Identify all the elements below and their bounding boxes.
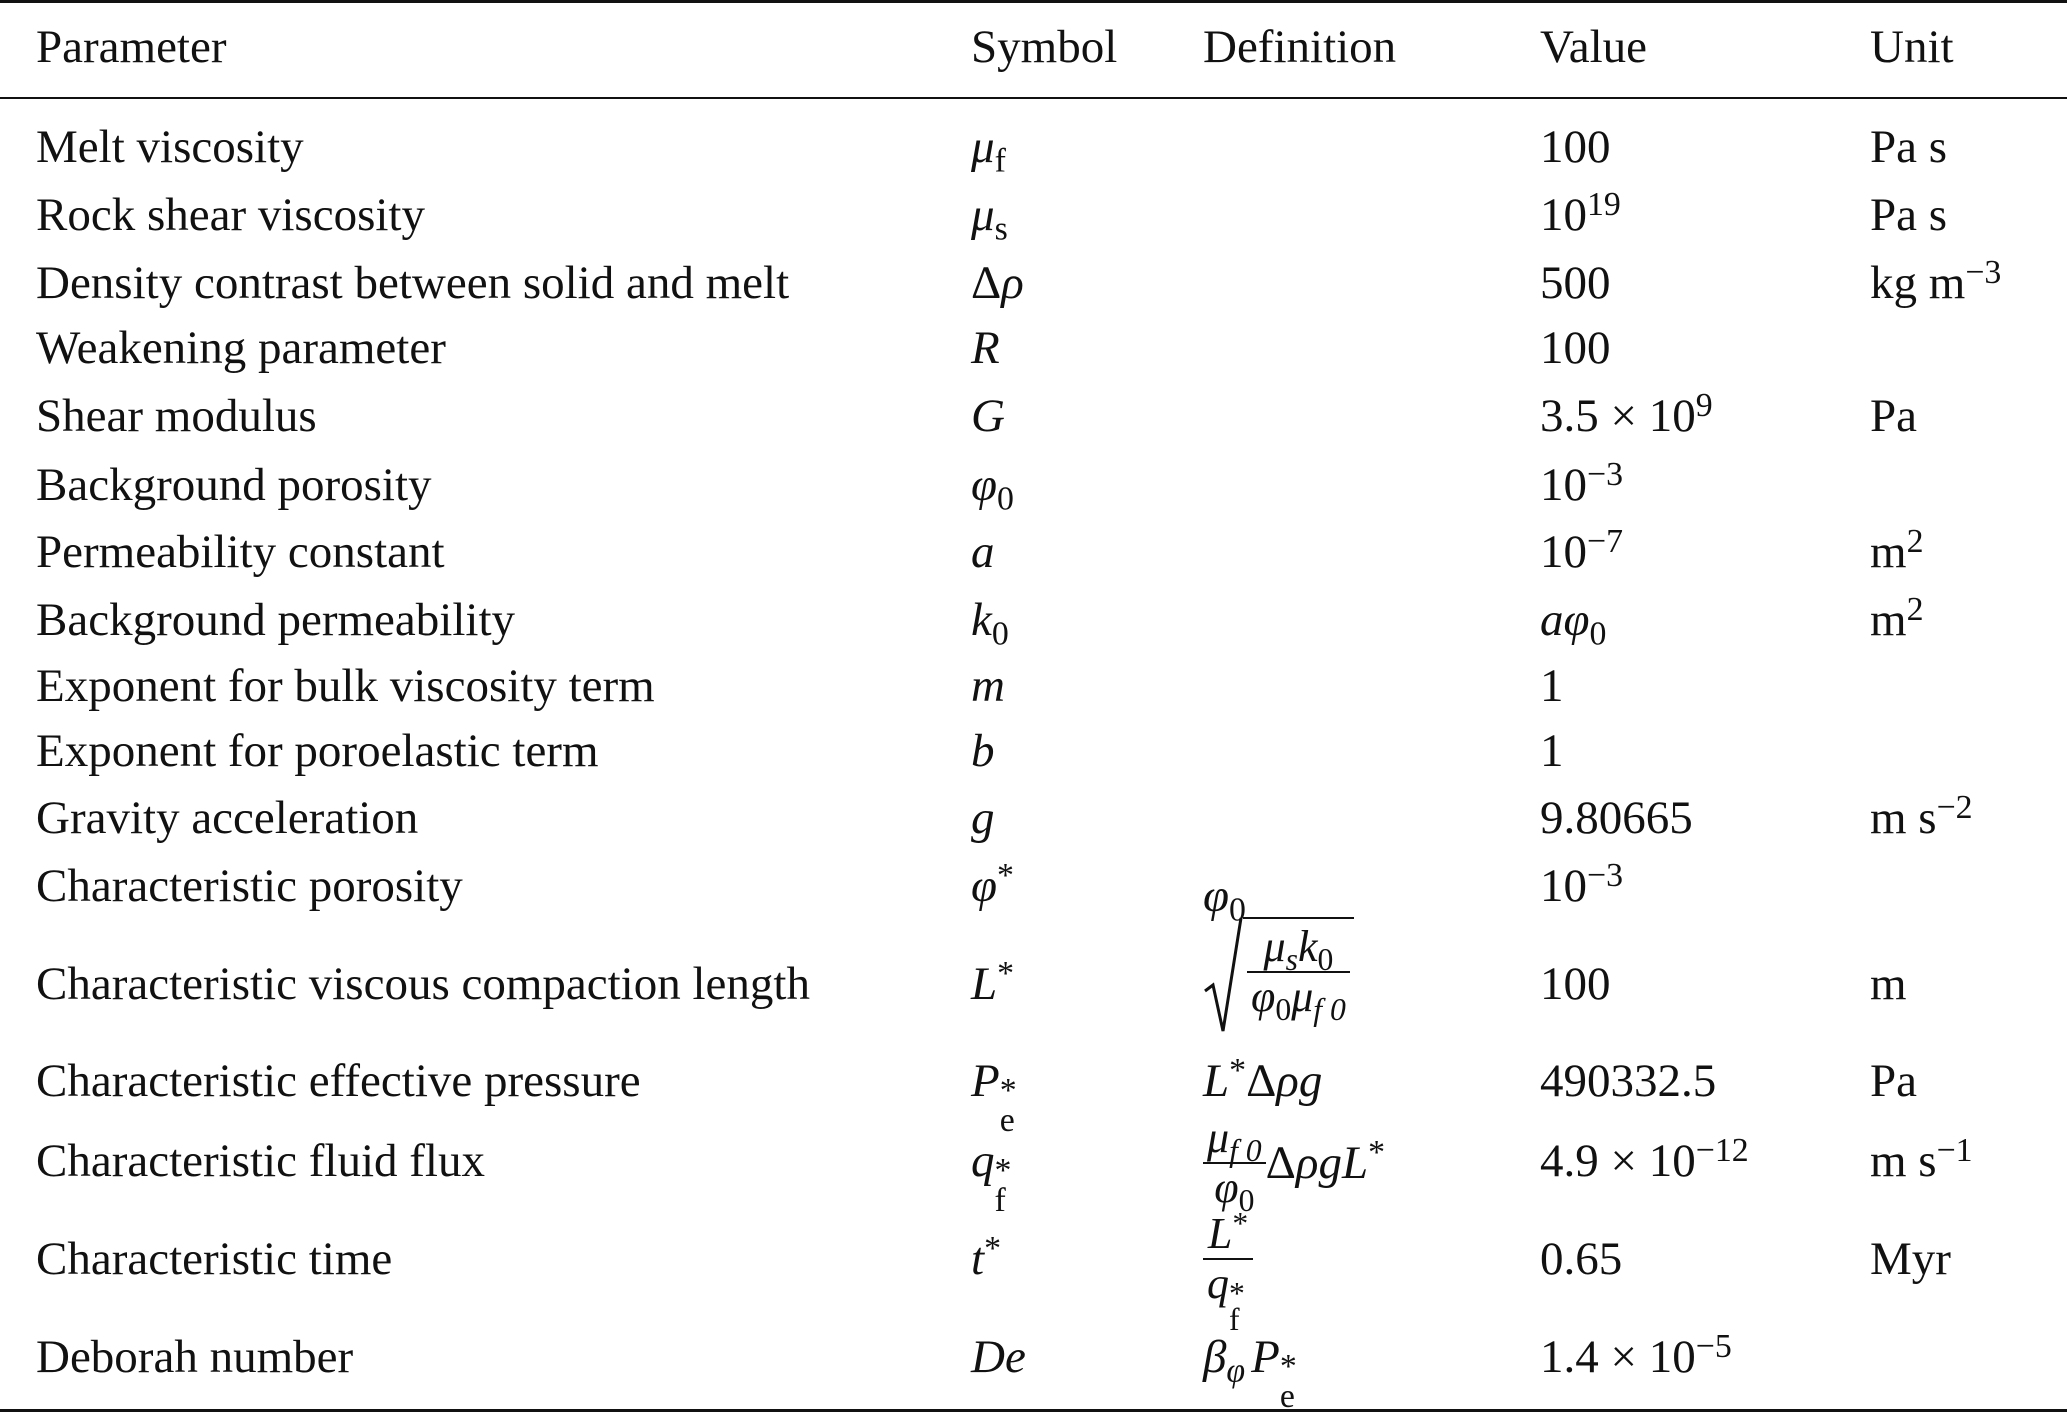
row-definition-sqrt: $\frac{\mu_sk_0}{\varphi_0\mu_{f 0}}$ — [1203, 906, 1354, 1046]
row-definition: $\varphi_0$ — [1203, 870, 1246, 929]
table-bottom-rule — [0, 1409, 2067, 1412]
row-parameter: Density contrast between solid and melt — [36, 257, 790, 309]
row-parameter: Background porosity — [36, 459, 432, 511]
row-unit: $m^2$ — [1870, 590, 1924, 646]
row-value: 1 — [1540, 660, 1564, 712]
row-parameter: Gravity acceleration — [36, 792, 419, 844]
row-symbol: a — [971, 526, 995, 578]
row-parameter: Characteristic effective pressure — [36, 1055, 641, 1107]
row-definition-fraction: $\frac{\mu_{f 0}}{\varphi_0}$ ΔρgL* — [1203, 1103, 1385, 1223]
row-unit: Myr — [1870, 1233, 1951, 1285]
row-value: 0.65 — [1540, 1233, 1623, 1285]
table-row — [0, 1113, 2067, 1219]
table-row — [0, 522, 2067, 582]
row-parameter: Characteristic porosity — [36, 860, 463, 912]
row-unit: m $s^{-2}$ — [1870, 788, 1973, 844]
row-symbol: $\mu_s$ — [971, 189, 1008, 248]
row-unit: Pa — [1870, 1055, 1917, 1107]
table-row — [0, 721, 2067, 781]
table-row — [0, 590, 2067, 653]
row-unit: Pa s — [1870, 189, 1948, 241]
header-value: Value — [1540, 21, 1648, 73]
header-definition: Definition — [1203, 21, 1397, 73]
table-row — [0, 253, 2067, 313]
row-parameter: Weakening parameter — [36, 322, 446, 374]
row-definition: $\beta_\varphi$ P * e — [1203, 1331, 1297, 1415]
row-symbol: b — [971, 725, 995, 777]
table-row — [0, 922, 2067, 1027]
row-value: $a\varphi_0$ — [1540, 594, 1607, 653]
row-symbol: g — [971, 792, 995, 844]
row-symbol: Δρ — [971, 257, 1024, 309]
table-row — [0, 117, 2067, 180]
row-value: 100 — [1540, 322, 1611, 374]
row-value: 1 — [1540, 725, 1564, 777]
row-symbol: m — [971, 660, 1005, 712]
row-value: $3.5 \times 10^9$ — [1540, 386, 1713, 442]
row-symbol: φ* — [971, 856, 1014, 912]
row-value: 500 — [1540, 257, 1611, 309]
sqrt-icon — [1203, 917, 1243, 1035]
row-value: 100 — [1540, 121, 1611, 173]
row-parameter: Exponent for bulk viscosity term — [36, 660, 655, 712]
row-symbol: $k_0$ — [971, 594, 1009, 653]
row-parameter: Characteristic viscous compaction length — [36, 958, 810, 1010]
table-row — [0, 788, 2067, 848]
row-parameter: Exponent for poroelastic term — [36, 725, 599, 777]
table-row — [0, 1051, 2067, 1139]
row-parameter: Characteristic time — [36, 1233, 393, 1285]
table-header-row — [0, 17, 2067, 77]
row-parameter: Characteristic fluid flux — [36, 1135, 485, 1187]
row-parameter: Shear modulus — [36, 390, 317, 442]
row-parameter: Rock shear viscosity — [36, 189, 425, 241]
row-parameter: Deborah number — [36, 1331, 354, 1383]
table-top-rule — [0, 0, 2067, 3]
row-value: $10^{-7}$ — [1540, 522, 1623, 578]
row-value: $10^{19}$ — [1540, 185, 1621, 241]
row-value: 9.80665 — [1540, 792, 1693, 844]
header-parameter: Parameter — [36, 21, 227, 73]
table-row — [0, 185, 2067, 248]
table-row — [0, 1327, 2067, 1415]
table-row — [0, 455, 2067, 518]
row-symbol: R — [971, 322, 1000, 374]
row-value: $1.4 \times 10^{-5}$ — [1540, 1327, 1732, 1383]
row-value: $10^{-3}$ — [1540, 856, 1623, 912]
row-definition: L*Δρg — [1203, 1051, 1323, 1107]
row-unit: $m^2$ — [1870, 522, 1924, 578]
row-unit: kg $m^{-3}$ — [1870, 253, 2002, 309]
row-value: $4.9 \times 10^{-12}$ — [1540, 1131, 1749, 1187]
row-definition-fraction: L* q * f — [1203, 1199, 1253, 1319]
table-row — [0, 1205, 2067, 1337]
row-symbol: G — [971, 390, 1005, 442]
row-value: 100 — [1540, 958, 1611, 1010]
row-symbol: q * f — [971, 1135, 1012, 1219]
row-unit: Pa s — [1870, 121, 1948, 173]
row-unit: m — [1870, 958, 1907, 1010]
row-symbol: t* — [971, 1229, 1001, 1285]
row-unit: Pa — [1870, 390, 1917, 442]
table-row — [0, 656, 2067, 716]
row-symbol: $\varphi_0$ — [971, 459, 1014, 518]
row-value: 490332.5 — [1540, 1055, 1717, 1107]
row-symbol: De — [971, 1331, 1026, 1383]
table-row — [0, 318, 2067, 378]
row-value: $10^{-3}$ — [1540, 455, 1623, 511]
row-symbol: P * e — [971, 1055, 1017, 1139]
row-symbol: L* — [971, 954, 1015, 1010]
table-row — [0, 856, 2067, 929]
table-row — [0, 386, 2067, 446]
row-unit: m $s^{-1}$ — [1870, 1131, 1973, 1187]
header-unit: Unit — [1870, 21, 1954, 73]
header-symbol: Symbol — [971, 21, 1118, 73]
row-symbol: $\mu_f$ — [971, 121, 1006, 180]
table-header-rule — [0, 97, 2067, 99]
row-parameter: Permeability constant — [36, 526, 445, 578]
row-parameter: Background permeability — [36, 594, 515, 646]
row-parameter: Melt viscosity — [36, 121, 304, 173]
